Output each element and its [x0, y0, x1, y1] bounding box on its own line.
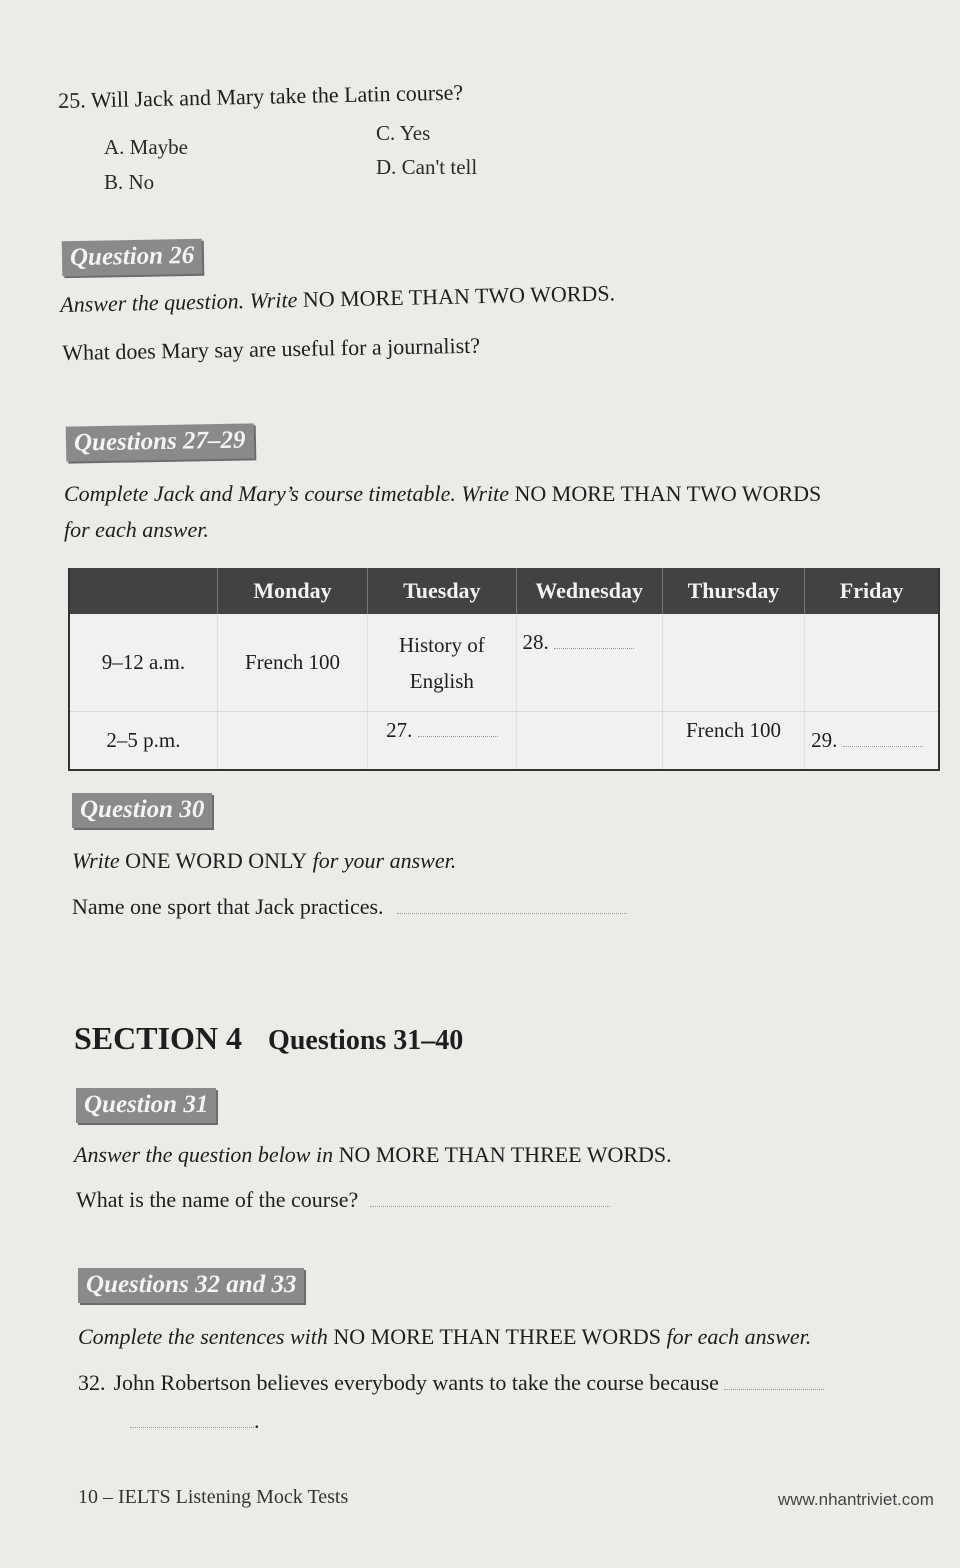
option-d: D. Can't tell [376, 155, 478, 179]
tuesday-line-1: History of [398, 632, 485, 657]
header-tuesday: Tuesday [368, 568, 516, 614]
course-timetable [68, 568, 940, 771]
question-number: 32. [78, 1370, 106, 1395]
question-text: What is the name of the course? [76, 1187, 359, 1212]
questions-27-29-instruction [64, 476, 944, 548]
tuesday-cell [368, 614, 516, 712]
instruction-lead: Write [72, 848, 126, 873]
answer-blank-32-b [130, 1426, 254, 1428]
option-c: C. Yes [376, 121, 431, 145]
answer-blank-29 [843, 745, 923, 747]
question-number: 25. [58, 87, 87, 113]
header-friday: Friday [805, 568, 939, 614]
friday-cell [805, 712, 939, 771]
instruction-lead: Answer the question below in [74, 1142, 339, 1167]
question-31-label: Question 31 [76, 1088, 216, 1123]
header-blank [69, 568, 217, 614]
question-30-text [72, 894, 627, 920]
question-32-continuation [130, 1408, 260, 1434]
time-cell: 2–5 p.m. [69, 712, 217, 771]
question-30-instruction [72, 848, 456, 874]
answer-blank-31 [370, 1205, 610, 1207]
question-32-text [78, 1370, 948, 1396]
answer-blank-28 [554, 647, 634, 649]
timetable-header-row [69, 568, 939, 614]
questions-32-33-instruction [78, 1324, 811, 1350]
instruction-tail: for your answer. [307, 848, 457, 873]
answer-number-29: 29. [811, 728, 838, 752]
answer-blank-30 [397, 912, 627, 914]
instruction-tail: for each answer. [64, 517, 209, 542]
answer-blank-27 [418, 735, 498, 737]
question-25 [58, 80, 463, 114]
time-cell: 9–12 a.m. [69, 614, 217, 712]
monday-cell: French 100 [217, 614, 367, 712]
question-31-instruction [74, 1142, 672, 1168]
answer-number-27: 27. [386, 718, 413, 742]
questions-27-29-label: Questions 27–29 [66, 423, 254, 461]
question-31-text [76, 1187, 610, 1213]
question-30-label: Question 30 [72, 793, 212, 828]
questions-32-33-label: Questions 32 and 33 [78, 1268, 304, 1303]
sentence-end: . [254, 1408, 260, 1433]
page-footer-url: www.nhantriviet.com [778, 1490, 934, 1509]
question-26-label: Question 26 [62, 239, 203, 276]
monday-cell [217, 712, 367, 771]
section-heading [74, 1020, 463, 1057]
page-footer-left: 10 – IELTS Listening Mock Tests [78, 1486, 349, 1508]
question-text: Name one sport that Jack practices. [72, 894, 384, 919]
instruction-tail: for each answer. [660, 1324, 812, 1349]
answer-blank-32-a [724, 1388, 824, 1390]
section-title: SECTION 4 [74, 1020, 243, 1056]
tuesday-cell [368, 712, 516, 771]
timetable-row-morning [69, 614, 939, 712]
section-subtitle: Questions 31–40 [268, 1025, 464, 1056]
timetable-row-afternoon [69, 712, 939, 771]
thursday-cell [662, 614, 804, 712]
instruction-caps: NO MORE THAN TWO WORDS [514, 481, 822, 506]
instruction-lead: Answer the question. Write [60, 286, 304, 317]
instruction-caps: ONE WORD ONLY [125, 848, 308, 873]
wednesday-cell [516, 712, 662, 771]
instruction-caps: NO MORE THAN TWO WORDS. [302, 280, 616, 312]
instruction-lead: Complete Jack and Mary’s course timetable. Write [64, 481, 515, 506]
wednesday-cell [516, 614, 662, 712]
thursday-cell: French 100 [662, 712, 804, 771]
instruction-caps: NO MORE THAN THREE WORDS. [338, 1142, 672, 1167]
question-text: John Robertson believes everybody wants to take the course because [113, 1370, 719, 1395]
header-wednesday: Wednesday [516, 568, 662, 614]
option-b: B. No [104, 170, 155, 194]
instruction-lead: Complete the sentences with [78, 1324, 334, 1349]
tuesday-line-2: English [409, 668, 474, 693]
question-26-text: What does Mary say are useful for a journalist? [62, 332, 481, 365]
header-thursday: Thursday [662, 568, 804, 614]
option-a: A. Maybe [104, 135, 188, 159]
question-26-instruction [60, 280, 615, 318]
header-monday: Monday [217, 568, 367, 614]
friday-cell [805, 614, 939, 712]
answer-number-28: 28. [522, 630, 549, 654]
instruction-caps: NO MORE THAN THREE WORDS [333, 1324, 661, 1349]
question-text: Will Jack and Mary take the Latin course? [90, 79, 464, 113]
